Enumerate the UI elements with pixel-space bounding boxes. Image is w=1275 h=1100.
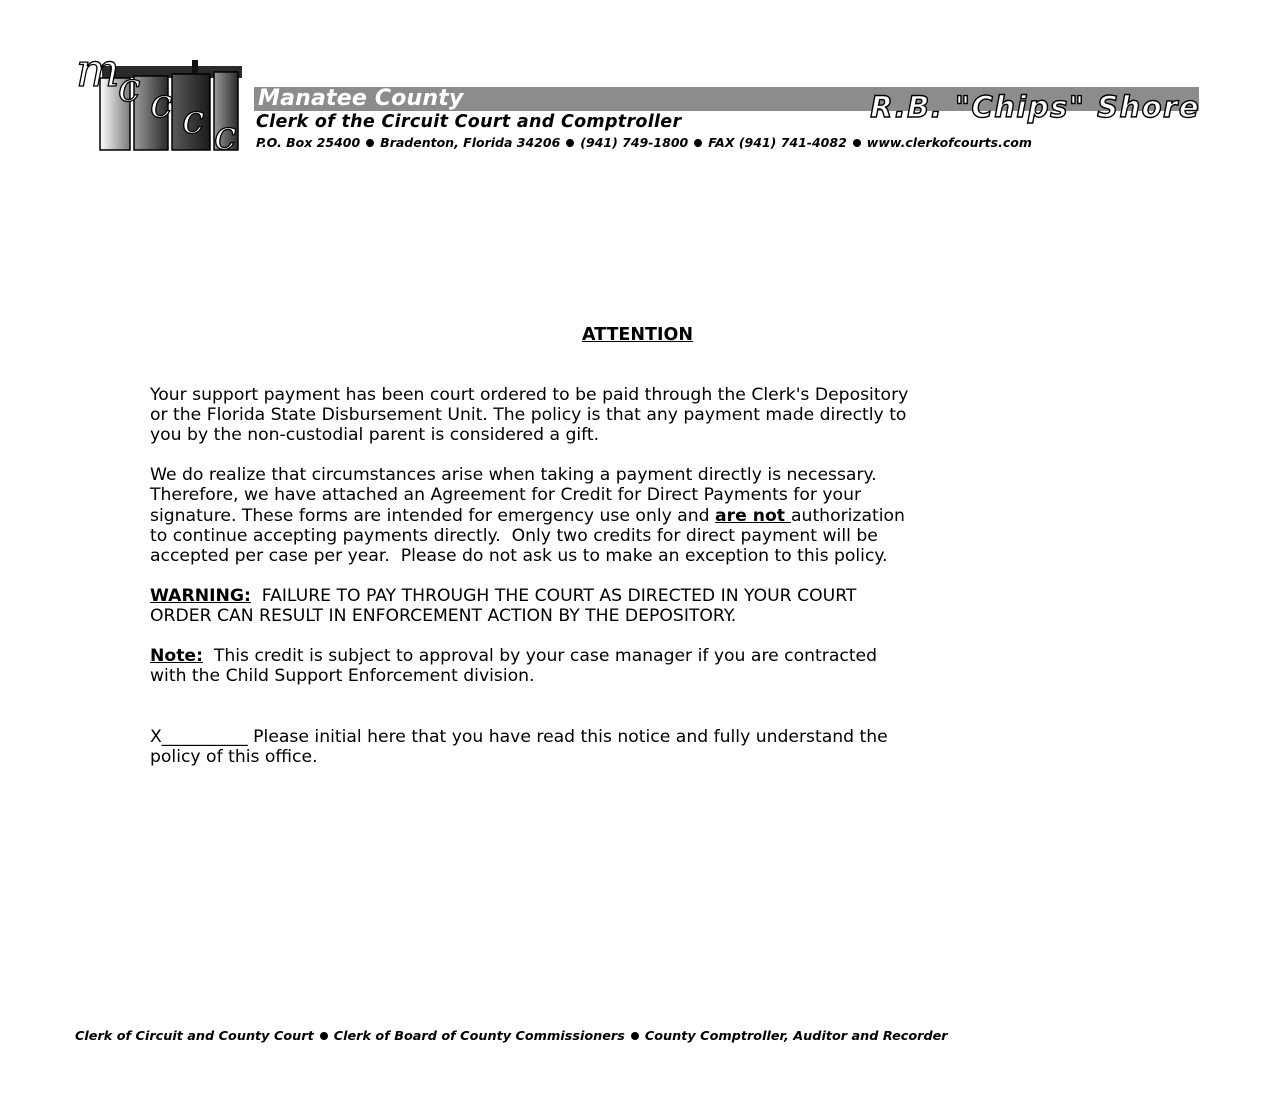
logo-letter-c2: c [150, 81, 173, 127]
logo-letter-m: m [76, 43, 120, 97]
text-line [150, 586, 1140, 606]
text-line: We do realize that circumstances arise when taking a payment directly is necessary. [150, 465, 877, 486]
warning-label: WARNING: [150, 585, 251, 606]
letterhead [0, 0, 1275, 170]
text-line: with the Child Support Enforcement division. [150, 666, 535, 687]
logo-letter-c4: c [214, 113, 237, 159]
po-box: P.O. Box 25400 [256, 135, 361, 150]
text-line: to continue accepting payments directly. Only two credits for direct payment will be [150, 525, 878, 546]
bullet-icon [366, 139, 374, 147]
notice-body [150, 385, 1140, 787]
notice-heading: ATTENTION [581, 325, 694, 345]
are-not-emphasis: are not [715, 505, 792, 526]
payment-policy-paragraph [150, 385, 1140, 445]
clerk-name: R.B. "Chips" Shore [870, 90, 1200, 124]
text-line: policy of this office. [150, 746, 318, 767]
footer-item: County Comptroller, Auditor and Recorder [644, 1029, 948, 1044]
text-segment: signature. These forms are intended for emergency use only and [150, 505, 716, 526]
text-line: Your support payment has been court ordered to be paid through the Clerk's Depository [150, 385, 909, 405]
spacer [150, 707, 1140, 727]
warning-text: FAILURE TO PAY THROUGH THE COURT AS DIRECTED IN YOUR COURT [250, 585, 857, 606]
note-text: This credit is subject to approval by your case manager if you are contracted [202, 646, 878, 667]
bullet-icon [694, 139, 702, 147]
text-line: you by the non-custodial parent is considered a gift. [150, 425, 600, 446]
bullet-icon [566, 139, 574, 147]
direct-payment-paragraph [150, 465, 1140, 565]
footer [75, 1028, 948, 1046]
initial-acknowledgement [150, 727, 1140, 767]
text-line: or the Florida State Disbursement Unit. The policy is that any payment made directly to [150, 405, 907, 426]
text-line [150, 646, 1140, 666]
footer-item: Clerk of Board of County Commissioners [333, 1029, 625, 1044]
initial-line: X__________ Please initial here that you have read this notice and fully understand the [150, 726, 888, 747]
website-link[interactable]: www.clerkofcourts.com [866, 135, 1032, 150]
bullet-icon [631, 1032, 639, 1040]
text-segment: authorization [791, 505, 905, 526]
footer-item: Clerk of Circuit and County Court [75, 1029, 314, 1044]
mcccc-logo [74, 43, 250, 159]
city-address: Bradenton, Florida 34206 [380, 135, 561, 150]
text-line: Therefore, we have attached an Agreement for Credit for Direct Payments for your [150, 485, 862, 506]
bullet-icon [853, 139, 861, 147]
logo-letter-c1: c [118, 65, 141, 111]
fax-number: FAX (941) 741-4082 [708, 135, 847, 150]
text-line-with-emphasis [150, 506, 1140, 526]
note-label: Note: [150, 646, 203, 667]
office-title: Clerk of the Circuit Court and Comptroller [256, 112, 682, 132]
text-line: accepted per case per year. Please do not ask us to make an exception to this policy. [150, 545, 888, 566]
phone-number: (941) 749-1800 [580, 135, 689, 150]
bullet-icon [320, 1032, 328, 1040]
logo-letter-c3: c [182, 97, 205, 143]
warning-paragraph [150, 586, 1140, 626]
text-line: ORDER CAN RESULT IN ENFORCEMENT ACTION BY THE DEPOSITORY. [150, 606, 737, 627]
note-paragraph [150, 646, 1140, 686]
county-name: Manatee County [258, 86, 464, 111]
contact-line [256, 134, 1201, 152]
